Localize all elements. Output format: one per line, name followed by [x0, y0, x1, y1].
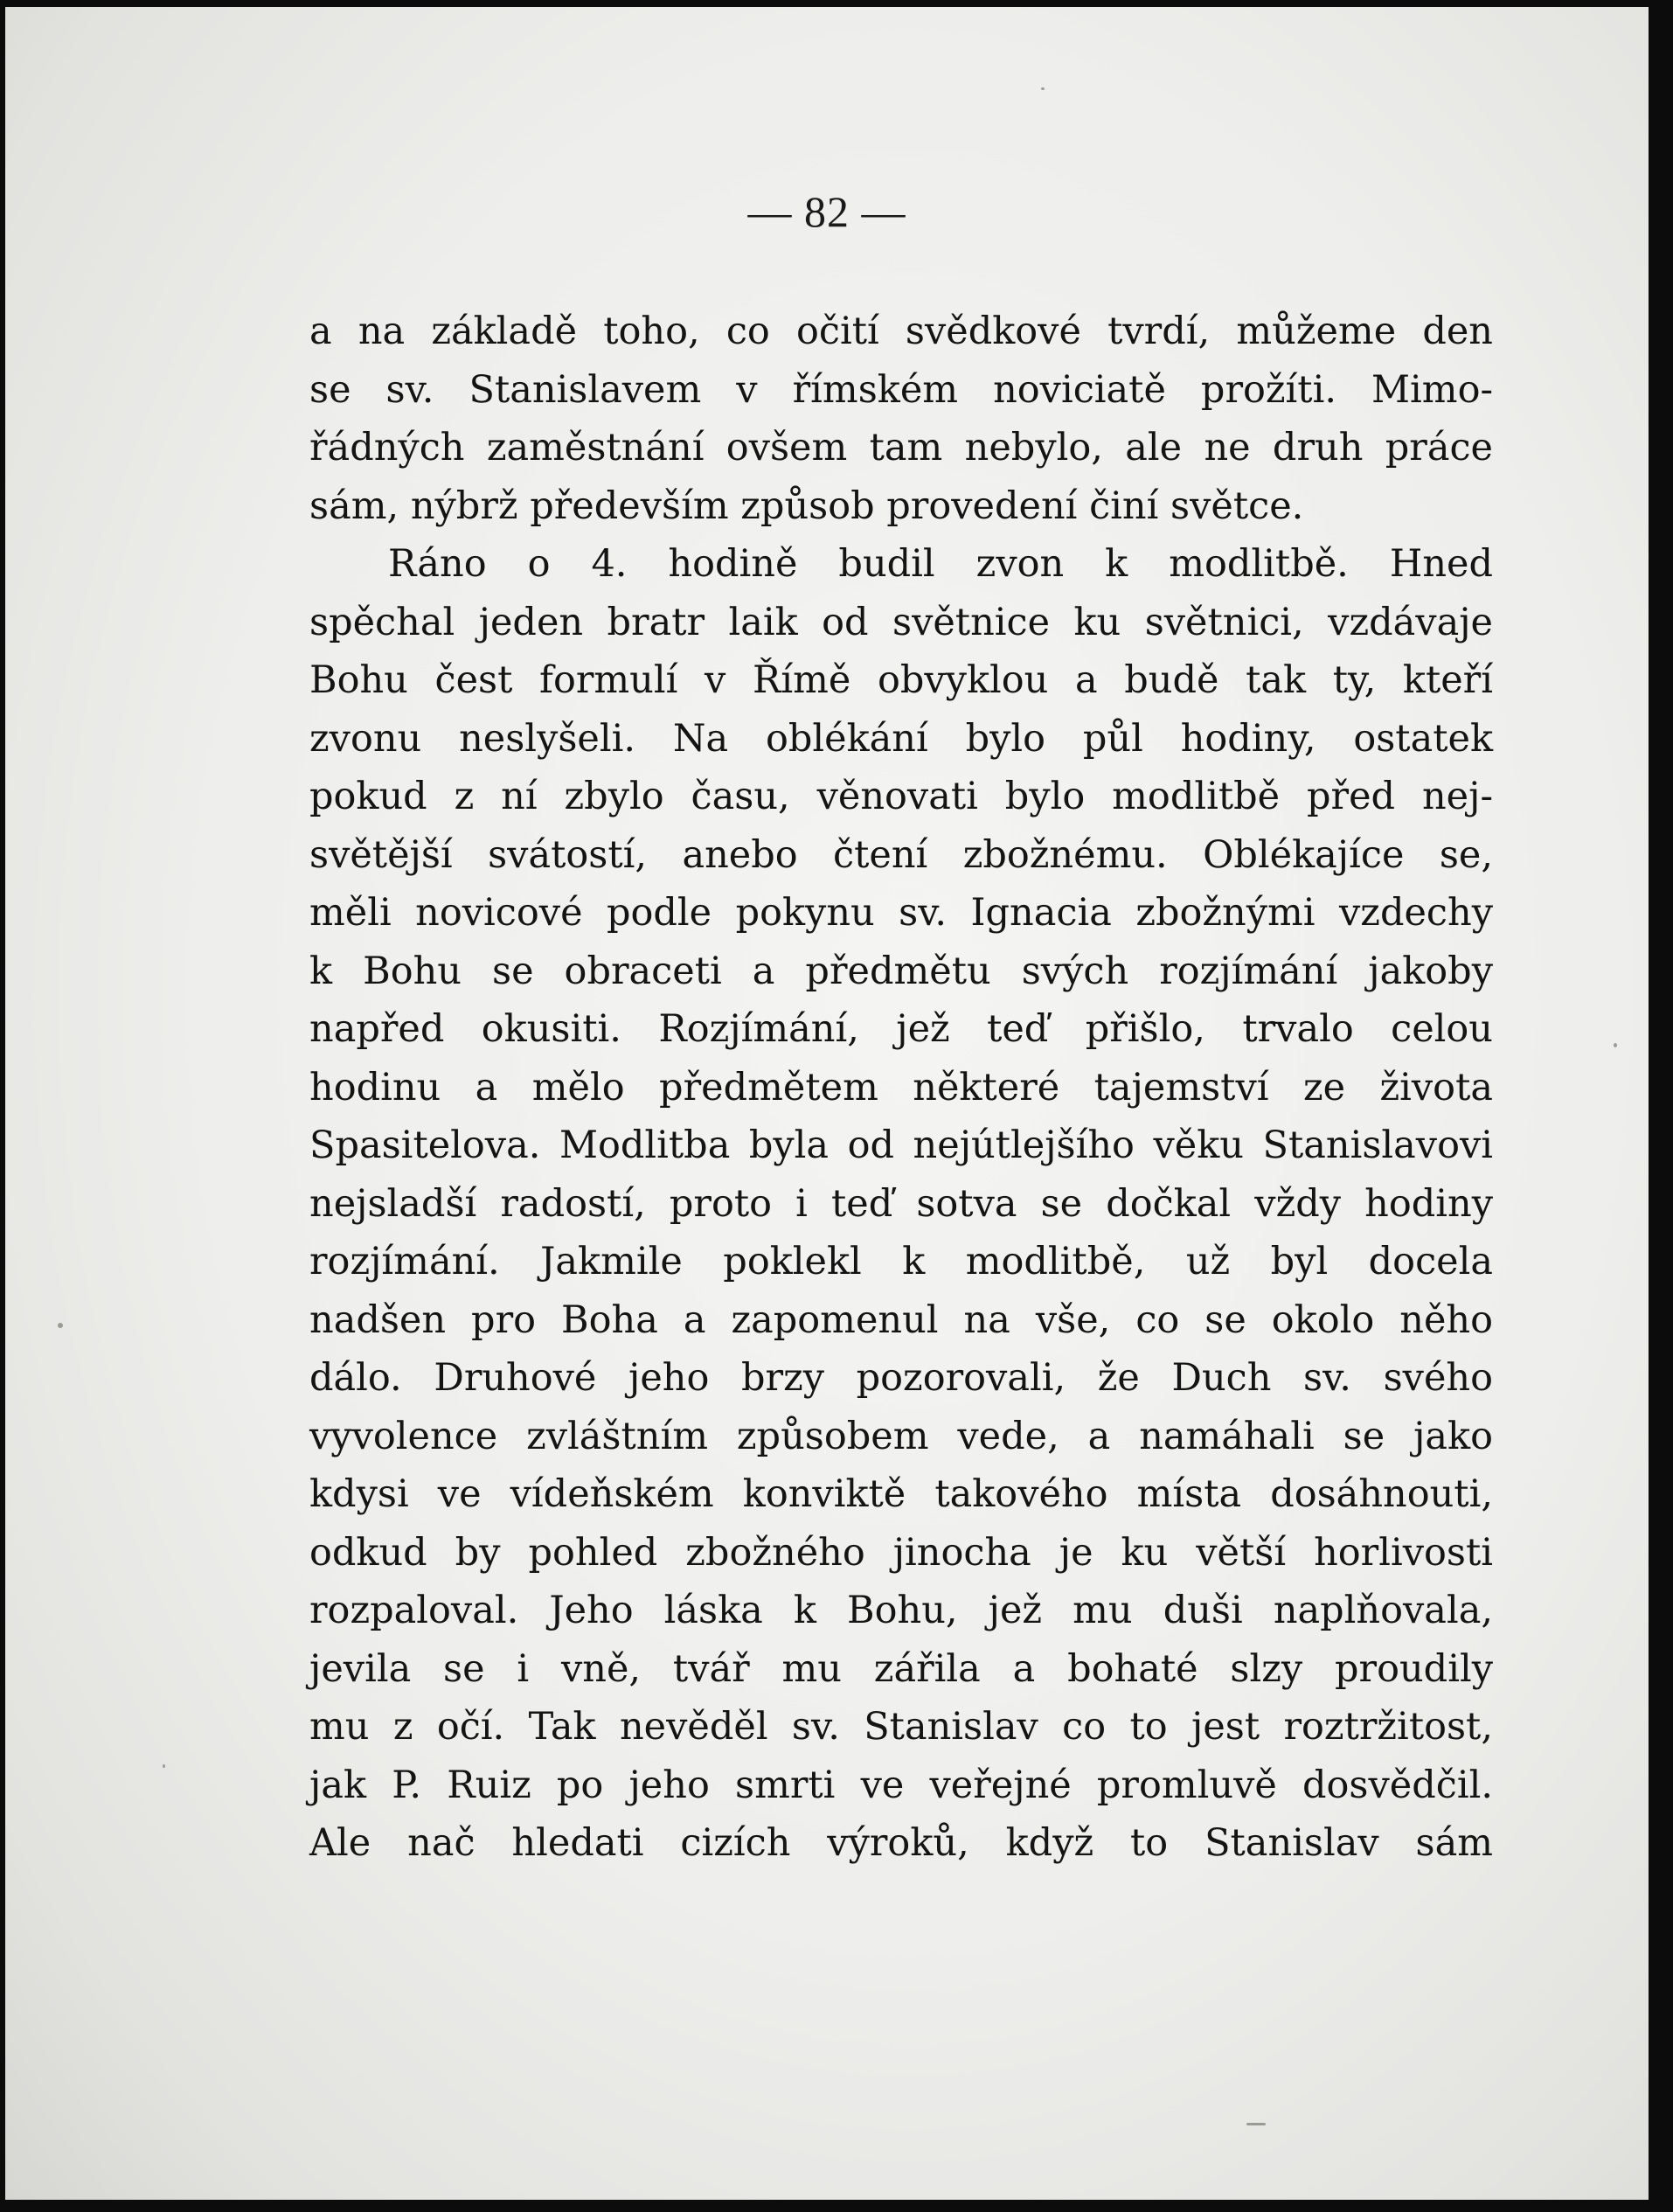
body-text	[309, 303, 1493, 1873]
paper-speck	[163, 1764, 165, 1768]
paper-speck	[58, 1323, 63, 1328]
text-line: nadšen pro Boha a zapomenul na vše, co se okolo něho	[309, 1297, 1493, 1342]
text-line: světější svátostí, anebo čtení zbožnému. Oblékajíce se,	[309, 832, 1493, 877]
page-number: — 82 —	[747, 187, 906, 236]
text-line: odkud by pohled zbožného jinocha je ku větší horlivosti	[309, 1530, 1493, 1575]
text-line: Spasitelova. Modlitba byla od nejútlejšího věku Stanislavovi	[309, 1123, 1493, 1167]
text-line: zvonu neslyšeli. Na oblékání bylo půl hodiny, ostatek	[309, 716, 1493, 761]
text-line: a na základě toho, co očití svědkové tvrdí, můžeme den	[309, 310, 1493, 353]
text-line: k Bohu se obraceti a předmětu svých rozjímání jakoby	[309, 949, 1493, 993]
text-line: hodinu a mělo předmětem některé tajemství ze života	[309, 1065, 1493, 1109]
text-line: pokud z ní zbylo času, věnovati bylo modlitbě před nej-	[309, 775, 1493, 818]
text-line: kdysi ve vídeňském konviktě takového místa dosáhnouti,	[309, 1472, 1493, 1516]
text-line: nejsladší radostí, proto i teď sotva se dočkal vždy hodiny	[309, 1181, 1493, 1226]
text-line: řádných zaměstnání ovšem tam nebylo, ale ne druh práce	[309, 426, 1493, 470]
text-line: se sv. Stanislavem v římském noviciatě prožíti. Mimo-	[309, 367, 1493, 412]
scanned-page	[5, 7, 1649, 2200]
text-line: Ráno o 4. hodině budil zvon k modlitbě. Hned	[388, 542, 1493, 586]
text-line: Bohu čest formulí v Římě obvyklou a budě tak ty, kteří	[309, 658, 1493, 702]
text-line: Ale nač hledati cizích výroků, když to Stanislav sám	[309, 1821, 1493, 1865]
text-line: dálo. Druhové jeho brzy pozorovali, že Duch sv. svého	[309, 1356, 1493, 1400]
paper-speck	[1614, 1043, 1617, 1047]
text-line: mu z očí. Tak nevěděl sv. Stanislav co to jest roztržitost,	[309, 1705, 1493, 1749]
text-line: jevila se i vně, tvář mu zářila a bohaté slzy proudily	[309, 1646, 1493, 1691]
text-line: spěchal jeden bratr laik od světnice ku světnici, vzdávaje	[309, 600, 1493, 644]
text-line: jak P. Ruiz po jeho smrti ve veřejné promluvě dosvědčil.	[309, 1763, 1493, 1807]
text-line: rozpaloval. Jeho láska k Bohu, jež mu duši naplňovala,	[309, 1589, 1493, 1632]
paper-speck	[1246, 2123, 1266, 2125]
text-line: měli novicové podle pokynu sv. Ignacia zbožnými vzdechy	[309, 891, 1493, 935]
text-line: rozjímání. Jakmile poklekl k modlitbě, už byl docela	[309, 1240, 1493, 1283]
paper-speck	[1041, 87, 1045, 90]
text-line: sám, nýbrž především způsob provedení činí světce.	[309, 483, 1304, 528]
text-line: napřed okusiti. Rozjímání, jež teď přišlo, trvalo celou	[309, 1007, 1493, 1051]
text-line: vyvolence zvláštním způsobem vede, a namáhali se jako	[309, 1414, 1493, 1458]
